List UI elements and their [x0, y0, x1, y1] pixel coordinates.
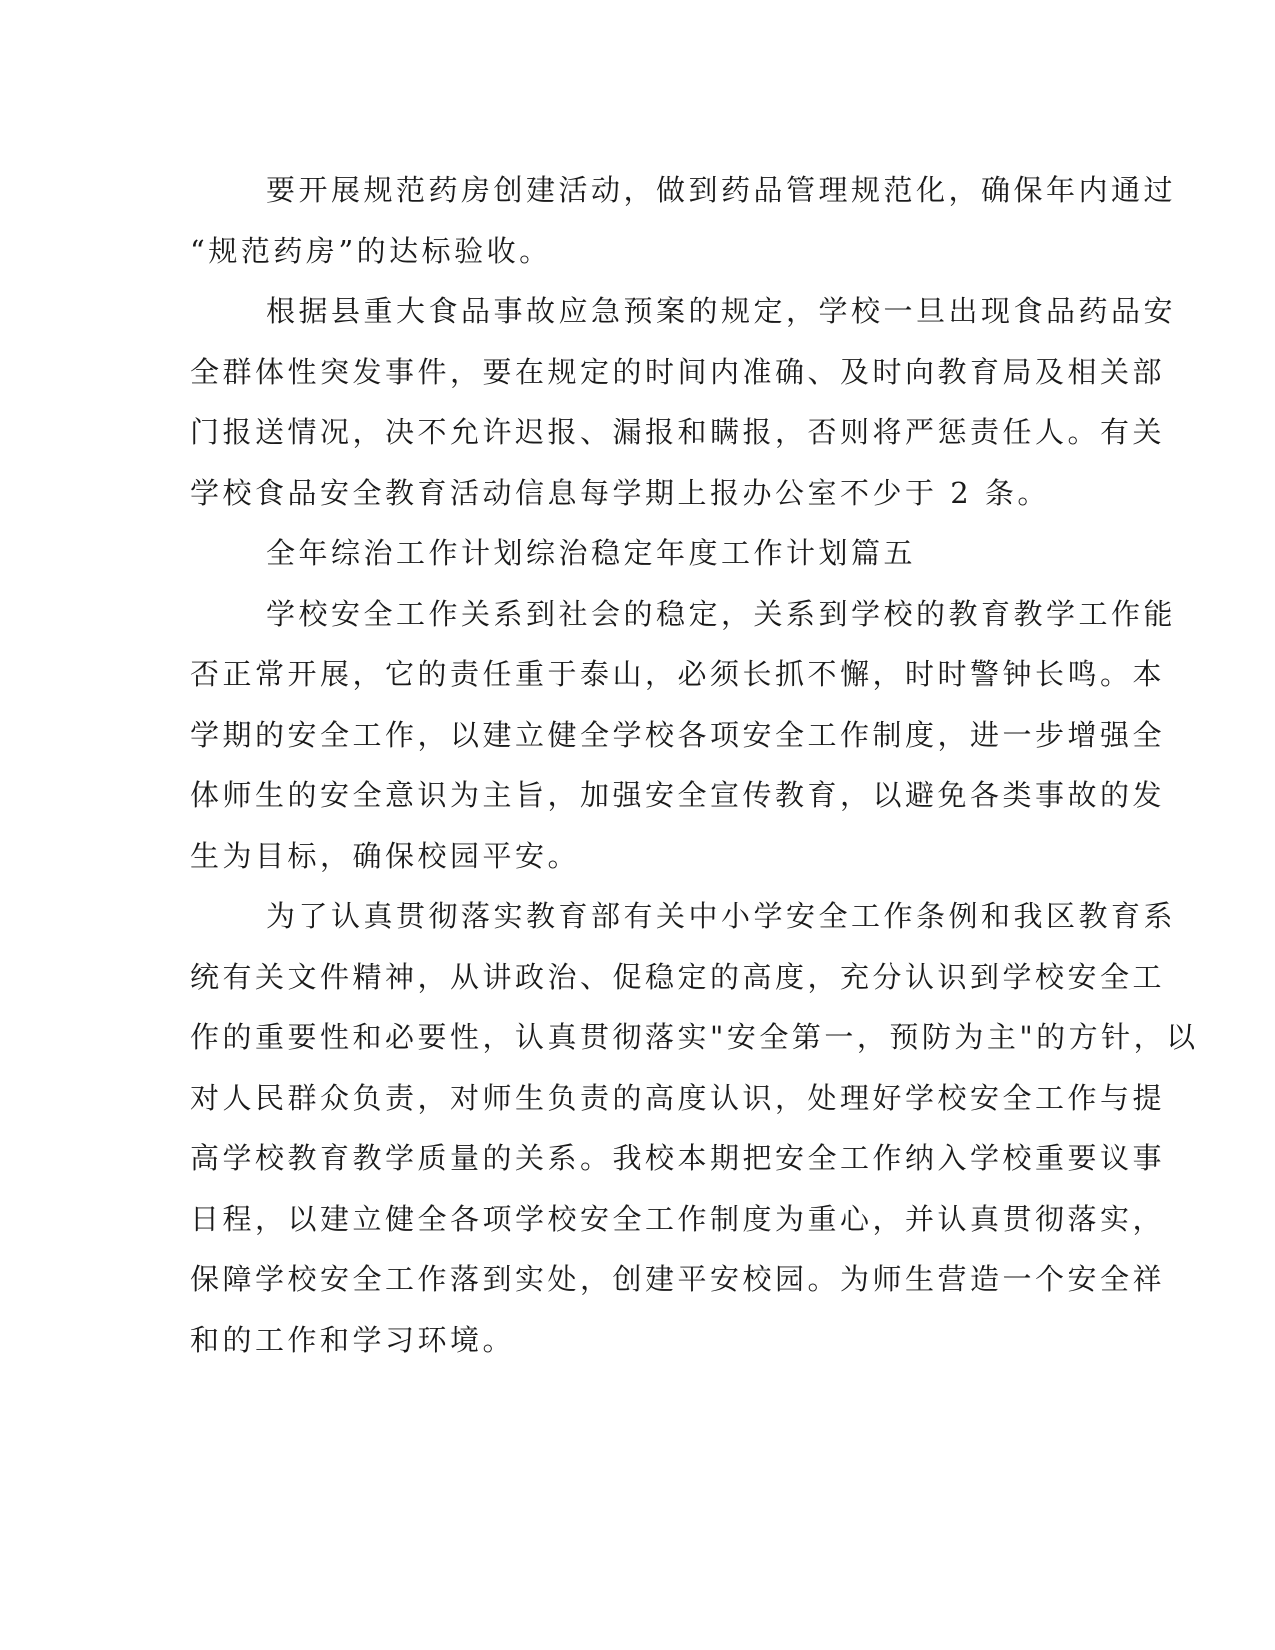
text-line: 生为目标，确保校园平安。: [190, 838, 581, 873]
text-line: 保障学校安全工作落到实处，创建平安校园。为师生营造一个安全祥: [190, 1262, 1166, 1296]
text-line: 和的工作和学习环境。: [190, 1322, 516, 1357]
text-line: 学期的安全工作，以建立健全学校各项安全工作制度，进一步增强全: [190, 717, 1166, 752]
paragraph-safety-overview: [190, 584, 1177, 887]
text-line: 统有关文件精神，从讲政治、促稳定的高度，充分认识到学校安全工: [190, 959, 1166, 994]
text-line: 为了认真贯彻落实教育部有关中小学安全工作条例和我区教育系: [266, 899, 1177, 933]
text-line: 门报送情况，决不允许迟报、漏报和瞒报，否则将严惩责任人。有关: [190, 415, 1166, 449]
document-body: [190, 160, 1199, 1370]
text-line: 全群体性突发事件，要在规定的时间内准确、及时向教育局及相关部: [190, 354, 1166, 389]
section-heading: [190, 523, 1070, 584]
text-line: 否正常开展，它的责任重于泰山，必须长抓不懈，时时警钟长鸣。本: [190, 657, 1166, 691]
paragraph-emergency: [190, 281, 1177, 523]
paragraph-implementation: [190, 886, 1199, 1370]
text-line: 学校食品安全教育活动信息每学期上报办公室不少于 2 条。: [190, 475, 1050, 510]
text-line: 体师生的安全意识为主旨，加强安全宣传教育，以避免各类事故的发: [190, 778, 1166, 812]
text-line: 根据县重大食品事故应急预案的规定，学校一旦出现食品药品安: [266, 294, 1177, 328]
text-line: 作的重要性和必要性，认真贯彻落实"安全第一，预防为主"的方针，以: [190, 1020, 1199, 1054]
text-line: 日程，以建立健全各项学校安全工作制度为重心，并认真贯彻落实，: [190, 1201, 1166, 1236]
text-line: “规范药房”的达标验收。: [190, 233, 552, 268]
text-line: 高学校教育教学质量的关系。我校本期把安全工作纳入学校重要议事: [190, 1141, 1166, 1175]
heading-line: 全年综治工作计划综治稳定年度工作计划篇五: [266, 536, 917, 570]
text-line: 学校安全工作关系到社会的稳定，关系到学校的教育教学工作能: [266, 596, 1177, 631]
text-line: 对人民群众负责，对师生负责的高度认识，处理好学校安全工作与提: [190, 1080, 1166, 1115]
text-line: 要开展规范药房创建活动，做到药品管理规范化，确保年内通过: [266, 173, 1177, 207]
paragraph-pharmacy: [190, 160, 1177, 281]
